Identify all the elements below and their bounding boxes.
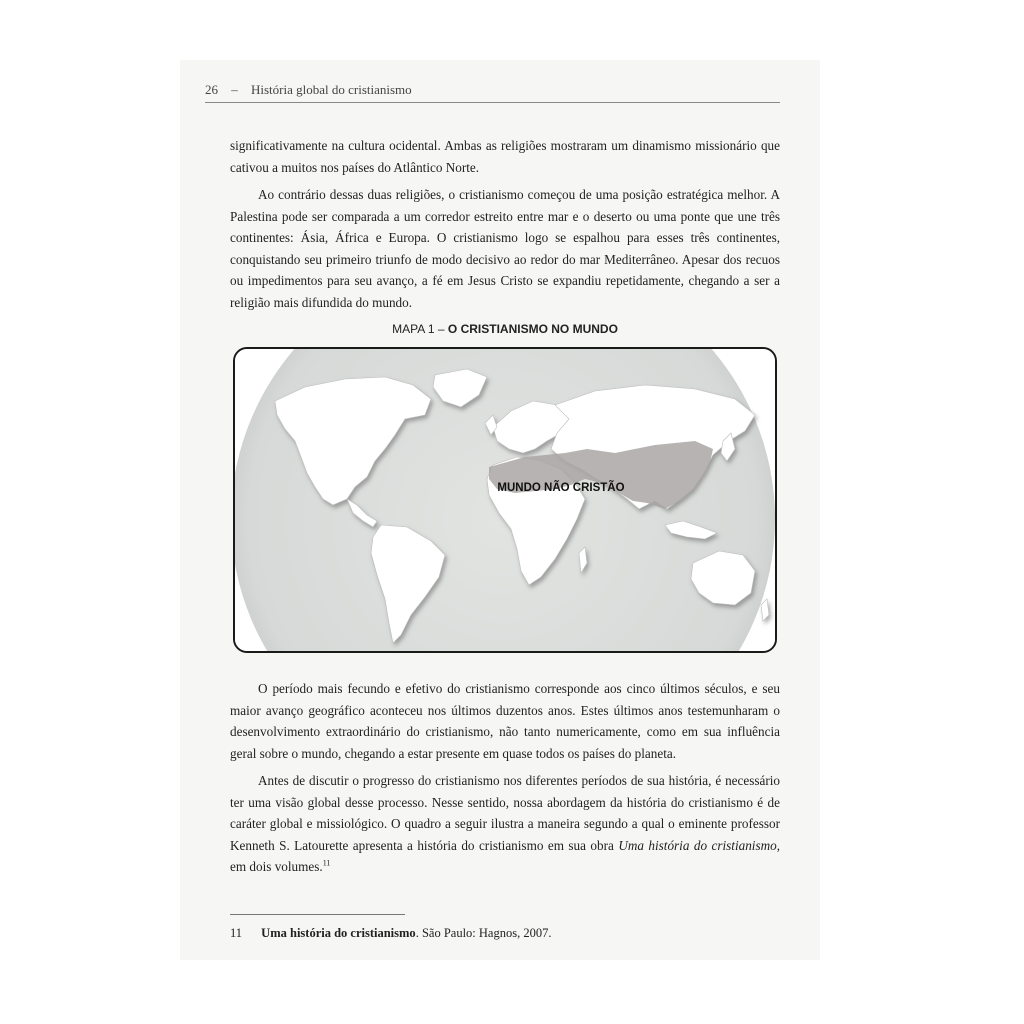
footnote-divider	[230, 914, 405, 915]
paragraph: O período mais fecundo e efetivo do cristianismo corresponde aos cinco últimos séculos, e seu maior avanço geográfico aconteceu nos últimos duzentos anos. Estes últimos anos testemunharam o desenvolvimento extraordinário do cristianismo, não tanto numericamente, como em sua influência geral sobre o mundo, chegando a estar presente em quase todos os países do planeta.	[230, 681, 780, 761]
paragraph: significativamente na cultura ocidental. Ambas as religiões mostraram um dinamismo missionário que cativou a muitos nos países do Atlântico Norte.	[230, 138, 780, 175]
book-title: História global do cristianismo	[251, 82, 412, 97]
paragraph: Ao contrário dessas duas religiões, o cristianismo começou de uma posição estratégica melhor. A Palestina pode ser comparada a um corredor estreito entre mar e o deserto ou uma ponte que une três continentes: Ásia, África e Europa. O cristianismo logo se espalhou para esses três continentes, conquistando seu primeiro triunfo de modo decisivo ao redor do mar Mediterrâneo. Apesar dos recuos ou impedimentos para seu avanço, a fé em Jesus Cristo se expandiu repetidamente, chegando a ser a religião mais difundida do mundo.	[230, 187, 780, 310]
book-title-italic: Uma história do cristianismo	[618, 837, 777, 853]
footnote-title: Uma história do cristianismo	[261, 926, 416, 940]
paragraph-text-end: , em dois volumes.	[230, 837, 781, 874]
page-number: 26	[205, 82, 218, 97]
map-title	[230, 322, 780, 336]
map-title-bold: O CRISTIANISMO NO MUNDO	[447, 322, 618, 336]
header-separator: –	[231, 82, 238, 97]
world-map	[233, 347, 777, 653]
world-map-graphic	[235, 349, 775, 651]
footnote-number: 11	[230, 926, 243, 940]
map-title-prefix: MAPA 1 –	[392, 322, 445, 336]
paragraph-text: Antes de discutir o progresso do cristianismo nos diferentes períodos de sua história, é necessário ter uma visão global desse processo. Nesse sentido, nossa abordagem da história do cristianismo é de caráter global e missiológico. O quadro a seguir ilustra a maneira segundo a qual o eminente professor Kenneth S. Latourette apresenta a história do cristianismo em sua obra	[230, 773, 780, 853]
paragraph	[230, 770, 780, 878]
footnote-reference: 11	[322, 858, 331, 868]
bottom-text	[230, 678, 780, 884]
running-head	[205, 82, 780, 103]
footnote-citation: . São Paulo: Hagnos, 2007.	[415, 926, 552, 940]
non-christian-label: MUNDO NÃO CRISTÃO	[497, 482, 625, 494]
footnote	[230, 926, 780, 941]
top-text	[230, 135, 780, 319]
